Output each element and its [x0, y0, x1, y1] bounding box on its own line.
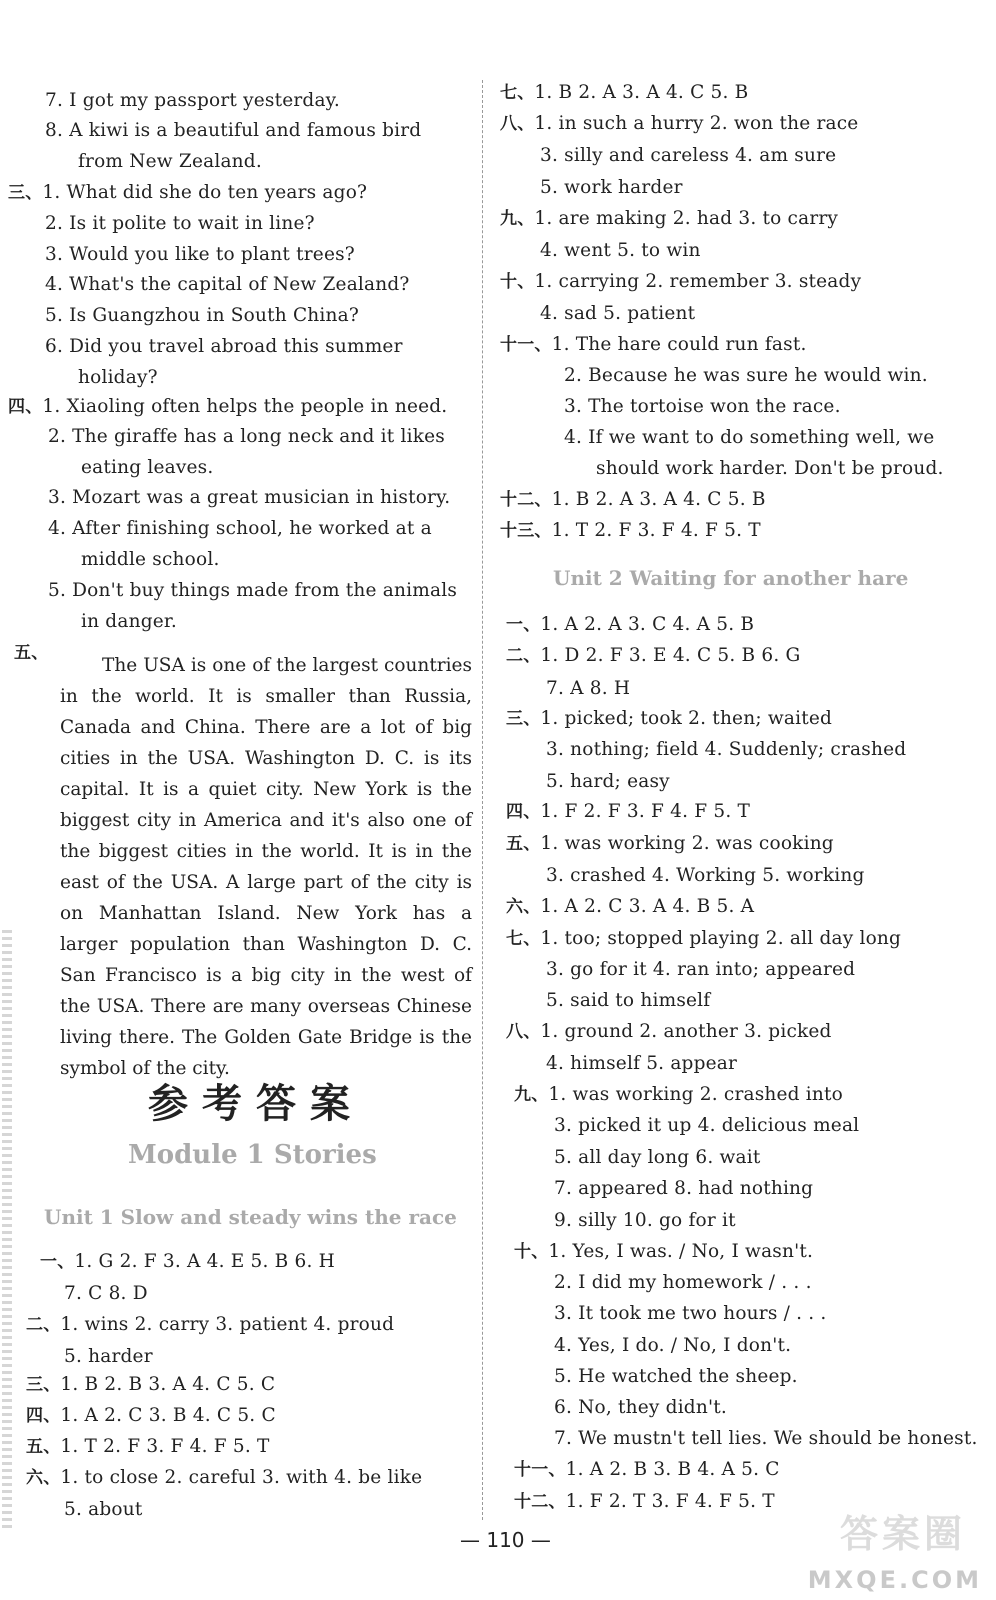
answer-text: 1. picked; took 2. then; waited — [540, 708, 833, 729]
answer-text: 4. After finishing school, he worked at a — [48, 518, 432, 539]
section-label: 八、 — [500, 114, 535, 134]
right-answer-line — [506, 645, 801, 667]
left-answer-line — [40, 1251, 335, 1273]
section-label: 一、 — [40, 1252, 75, 1272]
section-label: 四、 — [26, 1406, 61, 1426]
answer-text: 5. hard; easy — [546, 771, 670, 792]
answer-text: 1. wins 2. carry 3. patient 4. proud — [60, 1314, 395, 1335]
right-answer-line — [554, 1397, 727, 1419]
answer-text: 5. all day long 6. wait — [554, 1147, 761, 1168]
right-answer-line — [514, 1459, 780, 1481]
left-answer-line — [48, 580, 457, 602]
right-answer-line — [500, 489, 766, 511]
section-label: 十三、 — [500, 521, 552, 541]
answer-text: 1. are making 2. had 3. to carry — [534, 208, 839, 229]
answer-text: 1. G 2. F 3. A 4. E 5. B 6. H — [74, 1251, 336, 1272]
right-answer-line — [596, 458, 944, 480]
answer-text: 1. A 2. A 3. C 4. A 5. B — [540, 614, 755, 635]
left-answer-line — [81, 549, 220, 571]
answer-text: 3. It took me two hours / . . . — [554, 1303, 827, 1324]
right-answer-line — [506, 614, 754, 636]
answer-text: 7. We mustn't tell lies. We should be honest. — [554, 1428, 978, 1449]
passage-paragraph: The USA is one of the largest countries in the world. It is smaller than Russia, Canada and China. There are a lot of big cities in the USA. Washington D. C. is its capital. It is a quiet city. New York is the biggest city in America and it's also one of the biggest cities in the world. It is in the east of the USA. A large part of the city is on Manhattan Island. New York has a larger population than Washington D. C. San Francisco is a big city in the west of the USA. There are many overseas Chinese living there. The Golden Gate Bridge is the symbol of the city. — [60, 655, 472, 1079]
answer-text: middle school. — [81, 549, 220, 570]
left-answer-line — [45, 244, 355, 266]
left-answer-line — [81, 457, 213, 479]
right-answer-line — [546, 865, 865, 887]
right-answer-line — [546, 739, 906, 761]
section-label: 十二、 — [514, 1492, 566, 1512]
left-answer-line — [26, 1374, 275, 1396]
answer-text: 1. F 2. T 3. F 4. F 5. T — [565, 1491, 775, 1512]
left-answer-line — [45, 274, 410, 296]
answer-text: 2. Because he was sure he would win. — [564, 365, 928, 386]
answer-key-title: 参考答案 — [148, 1081, 364, 1127]
section-label: 十、 — [500, 272, 535, 292]
left-answer-line — [26, 1314, 394, 1336]
left-answer-line — [8, 396, 447, 418]
answer-text: from New Zealand. — [78, 151, 262, 172]
right-answer-line — [540, 240, 701, 262]
answer-text: 1. D 2. F 3. E 4. C 5. B 6. G — [540, 645, 801, 666]
margin-binding-line — [2, 930, 12, 1530]
right-answer-line — [554, 1272, 812, 1294]
answer-text: 1. A 2. B 3. B 4. A 5. C — [565, 1459, 780, 1480]
section-label: 五、 — [14, 643, 49, 663]
answer-text: 2. Is it polite to wait in line? — [45, 213, 315, 234]
answer-text: 1. The hare could run fast. — [551, 334, 807, 355]
right-answer-line — [506, 801, 750, 823]
answer-text: holiday? — [78, 367, 158, 388]
right-answer-line — [564, 396, 841, 418]
answer-text: 1. carrying 2. remember 3. steady — [534, 271, 862, 292]
section-label: 九、 — [514, 1085, 549, 1105]
module-title: Module 1 Stories — [128, 1140, 377, 1170]
section-label: 四、 — [8, 397, 43, 417]
answer-text: 4. himself 5. appear — [546, 1053, 738, 1074]
answer-text: 5. about — [64, 1499, 143, 1520]
answer-text: 5. He watched the sheep. — [554, 1366, 798, 1387]
answer-text: 5. work harder — [540, 177, 683, 198]
answer-text: 5. Is Guangzhou in South China? — [45, 305, 360, 326]
section-label: 十一、 — [514, 1460, 566, 1480]
left-answer-line — [64, 1283, 148, 1305]
left-answer-line — [64, 1499, 143, 1521]
section-label: 二、 — [506, 646, 541, 666]
answer-text: 4. went 5. to win — [540, 240, 701, 261]
answer-text: 1. What did she do ten years ago? — [42, 182, 368, 203]
answer-text: 1. was working 2. crashed into — [548, 1084, 844, 1105]
answer-text: 9. silly 10. go for it — [554, 1210, 736, 1231]
right-answer-line — [540, 303, 695, 325]
section-label: 十、 — [514, 1242, 549, 1262]
answer-text: 1. F 2. F 3. F 4. F 5. T — [540, 801, 751, 822]
right-answer-line — [546, 771, 670, 793]
right-answer-line — [564, 427, 934, 449]
section-label: 八、 — [506, 1022, 541, 1042]
answer-text: 1. to close 2. careful 3. with 4. be like — [60, 1467, 423, 1488]
answer-text: 1. B 2. A 3. A 4. C 5. B — [551, 489, 766, 510]
right-answer-line — [554, 1115, 859, 1137]
right-answer-line — [506, 896, 754, 918]
right-answer-line — [506, 708, 832, 730]
answer-text: 1. A 2. C 3. A 4. B 5. A — [540, 896, 755, 917]
section-label: 五、 — [26, 1437, 61, 1457]
answer-text: 1. T 2. F 3. F 4. F 5. T — [60, 1436, 270, 1457]
section-label: 七、 — [500, 83, 535, 103]
right-answer-line — [546, 959, 855, 981]
right-answer-line — [506, 928, 901, 950]
answer-text: 8. A kiwi is a beautiful and famous bird — [45, 120, 422, 141]
right-answer-line — [554, 1428, 978, 1450]
left-answer-line — [78, 151, 262, 173]
answer-text: in danger. — [81, 611, 177, 632]
right-answer-line — [564, 365, 928, 387]
right-answer-line — [506, 833, 834, 855]
answer-text: 4. What's the capital of New Zealand? — [45, 274, 410, 295]
left-answer-line — [81, 611, 177, 633]
watermark: MXQE.COM — [807, 1566, 982, 1594]
answer-text: eating leaves. — [81, 457, 214, 478]
section-label: 七、 — [506, 929, 541, 949]
right-answer-line — [514, 1491, 775, 1513]
left-answer-line — [26, 1436, 270, 1458]
answer-text: 3. picked it up 4. delicious meal — [554, 1115, 860, 1136]
answer-text: 7. A 8. H — [546, 678, 631, 699]
section-label: 二、 — [26, 1315, 61, 1335]
answer-text: 7. I got my passport yesterday. — [45, 90, 340, 111]
section-label: 三、 — [8, 183, 43, 203]
answer-text: 1. T 2. F 3. F 4. F 5. T — [551, 520, 761, 541]
right-answer-line — [554, 1210, 736, 1232]
left-answer-line — [26, 1467, 422, 1489]
right-answer-line — [554, 1147, 761, 1169]
answer-text: should work harder. Don't be proud. — [596, 458, 944, 479]
page-number: — 110 — — [460, 1528, 551, 1552]
answer-text: 7. C 8. D — [64, 1283, 148, 1304]
answer-text: 1. Yes, I was. / No, I wasn't. — [548, 1241, 814, 1262]
right-answer-line — [546, 1053, 737, 1075]
answer-text: 1. B 2. B 3. A 4. C 5. C — [60, 1374, 276, 1395]
right-answer-line — [540, 145, 836, 167]
answer-text: 6. No, they didn't. — [554, 1397, 727, 1418]
left-answer-line — [45, 305, 359, 327]
right-answer-line — [500, 113, 858, 135]
answer-text: 5. Don't buy things made from the animals — [48, 580, 458, 601]
unit2-title: Unit 2 Waiting for another hare — [553, 566, 909, 590]
answer-text: 7. appeared 8. had nothing — [554, 1178, 814, 1199]
answer-text: 3. nothing; field 4. Suddenly; crashed — [546, 739, 907, 760]
section-label: 十一、 — [500, 335, 552, 355]
answer-text: 5. harder — [64, 1346, 153, 1367]
section-label: 一、 — [506, 615, 541, 635]
answer-text: 3. crashed 4. Working 5. working — [546, 865, 865, 886]
answer-text: 3. The tortoise won the race. — [564, 396, 841, 417]
right-answer-line — [514, 1241, 813, 1263]
answer-text: 6. Did you travel abroad this summer — [45, 336, 403, 357]
section-label: 六、 — [506, 897, 541, 917]
right-answer-line — [554, 1366, 798, 1388]
left-answer-line — [45, 90, 340, 112]
left-answer-line — [64, 1346, 153, 1368]
section-label: 九、 — [500, 209, 535, 229]
right-answer-line — [514, 1084, 843, 1106]
right-answer-line — [554, 1303, 827, 1325]
answer-text: 1. Xiaoling often helps the people in need. — [42, 396, 448, 417]
answer-text: 2. The giraffe has a long neck and it likes — [48, 426, 445, 447]
answer-text: 5. said to himself — [546, 990, 711, 1011]
answer-text: 1. too; stopped playing 2. all day long — [540, 928, 902, 949]
section-label: 四、 — [506, 802, 541, 822]
answer-text: 3. silly and careless 4. am sure — [540, 145, 837, 166]
right-answer-line — [554, 1178, 813, 1200]
left-answer-line — [78, 367, 158, 389]
answer-text: 1. ground 2. another 3. picked — [540, 1021, 832, 1042]
left-answer-line — [48, 487, 450, 509]
right-answer-line — [506, 1021, 832, 1043]
section-label: 五、 — [506, 834, 541, 854]
column-divider — [482, 80, 483, 1520]
right-answer-line — [540, 177, 683, 199]
left-answer-line — [45, 120, 421, 142]
answer-text: 3. go for it 4. ran into; appeared — [546, 959, 856, 980]
answer-text: 4. If we want to do something well, we — [564, 427, 935, 448]
watermark-cn: 答案圈 — [839, 1512, 966, 1556]
answer-text: 1. in such a hurry 2. won the race — [534, 113, 859, 134]
answer-text: 3. Would you like to plant trees? — [45, 244, 355, 265]
left-answer-line — [8, 182, 367, 204]
section-label: 十二、 — [500, 490, 552, 510]
right-answer-line — [546, 678, 630, 700]
section-label: 三、 — [26, 1375, 61, 1395]
left-answer-line — [45, 213, 315, 235]
answer-text: 1. B 2. A 3. A 4. C 5. B — [534, 82, 749, 103]
unit1-title: Unit 1 Slow and steady wins the race — [44, 1205, 457, 1229]
answer-text: 4. sad 5. patient — [540, 303, 696, 324]
answer-text: 1. was working 2. was cooking — [540, 833, 834, 854]
answer-text: 2. I did my homework / . . . — [554, 1272, 812, 1293]
left-answer-line — [48, 426, 445, 448]
right-answer-line — [500, 82, 748, 104]
section-label: 三、 — [506, 709, 541, 729]
section-label: 六、 — [26, 1468, 61, 1488]
answer-text: 1. A 2. C 3. B 4. C 5. C — [60, 1405, 276, 1426]
answer-text: 4. Yes, I do. / No, I don't. — [554, 1335, 792, 1356]
right-answer-line — [500, 271, 861, 293]
left-answer-line — [48, 518, 432, 540]
right-answer-line — [500, 520, 761, 542]
right-answer-line — [546, 990, 710, 1012]
answer-text: 3. Mozart was a great musician in history. — [48, 487, 451, 508]
right-answer-line — [500, 208, 838, 230]
left-answer-line — [14, 642, 48, 664]
right-answer-line — [500, 334, 807, 356]
left-answer-line — [26, 1405, 276, 1427]
right-answer-line — [554, 1335, 791, 1357]
left-answer-line — [45, 336, 403, 358]
